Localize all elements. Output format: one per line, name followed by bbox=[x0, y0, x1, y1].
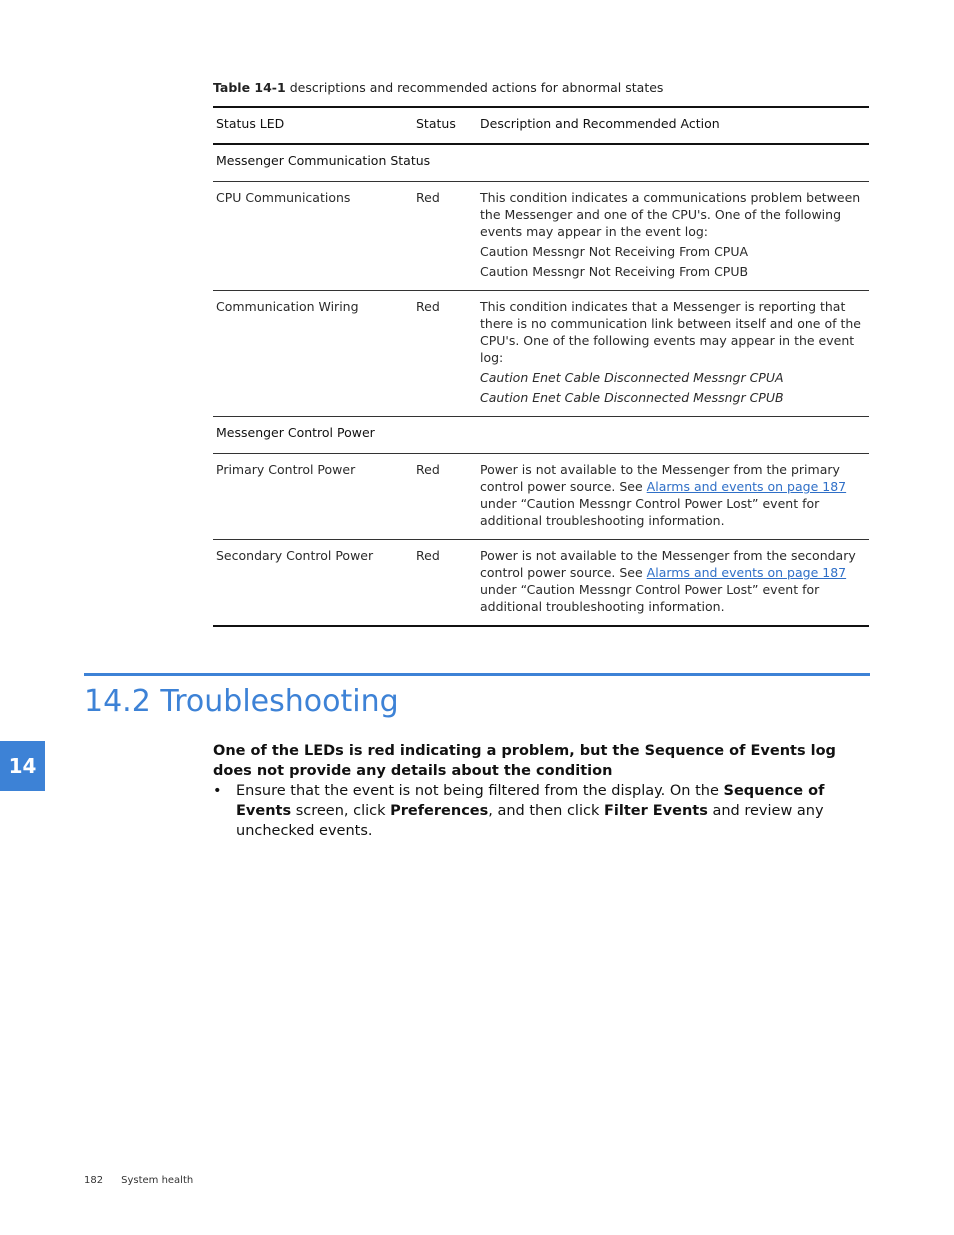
alarms-events-link[interactable]: Alarms and events on page 187 bbox=[646, 479, 847, 494]
description-text: This condition indicates a communications problem between the Messenger and one of the CPU's. One of the following events may appear in the event log: bbox=[480, 190, 861, 239]
cell-status: Red bbox=[413, 182, 477, 291]
description-text: Power is not available to the Messenger from the primary control power source. See bbox=[480, 462, 840, 494]
alarms-events-link[interactable]: Alarms and events on page 187 bbox=[646, 565, 847, 580]
section-rule bbox=[84, 673, 870, 676]
table-caption bbox=[213, 80, 663, 95]
page-footer bbox=[84, 1175, 211, 1186]
table-caption-text: descriptions and recommended actions for abnormal states bbox=[289, 80, 664, 95]
cell-led: CPU Communications bbox=[213, 182, 413, 291]
event-item: Caution Messngr Not Receiving From CPUA bbox=[480, 244, 749, 259]
abnormal-states-table bbox=[213, 106, 869, 627]
table-row bbox=[213, 291, 869, 417]
event-item: Caution Enet Cable Disconnected Messngr CPUB bbox=[480, 390, 784, 405]
cell-description bbox=[477, 182, 869, 291]
description-text: This condition indicates that a Messenger is reporting that there is no communication link between itself and one of the CPU's. One of the following events may appear in the event log: bbox=[480, 299, 861, 365]
bullet-text-part: screen, click bbox=[295, 803, 386, 819]
table-row bbox=[213, 454, 869, 540]
table-row bbox=[213, 182, 869, 291]
bullet-bold-term: Preferences bbox=[390, 803, 489, 819]
cell-description bbox=[477, 454, 869, 540]
bullet-text-part: Ensure that the event is not being filtered from the display. On the bbox=[236, 783, 719, 799]
event-item: Caution Messngr Not Receiving From CPUB bbox=[480, 264, 749, 279]
section-row-communication bbox=[213, 144, 869, 182]
header-status-led: Status LED bbox=[213, 107, 413, 144]
bullet-text-part: , and then click bbox=[488, 803, 600, 819]
issue-heading: One of the LEDs is red indicating a problem, but the Sequence of Events log does not provide any details about the condition bbox=[213, 743, 836, 779]
cell-description bbox=[477, 291, 869, 417]
cell-led: Secondary Control Power bbox=[213, 540, 413, 627]
cell-status: Red bbox=[413, 540, 477, 627]
bullet-bold-term: Filter Events bbox=[603, 803, 708, 819]
bullet-icon: • bbox=[213, 783, 222, 799]
section-row-control-power bbox=[213, 417, 869, 454]
cell-status: Red bbox=[413, 291, 477, 417]
description-text: under “Caution Messngr Control Power Lost” event for additional troubleshooting information. bbox=[480, 496, 820, 528]
event-item: Caution Enet Cable Disconnected Messngr CPUA bbox=[480, 370, 784, 385]
table-row bbox=[213, 540, 869, 627]
bullet-text-part: and review any unchecked events. bbox=[236, 803, 824, 839]
cell-led: Primary Control Power bbox=[213, 454, 413, 540]
table-header-row bbox=[213, 107, 869, 144]
section-heading: 14.2 Troubleshooting bbox=[84, 684, 399, 719]
cell-description bbox=[477, 540, 869, 627]
cell-led: Communication Wiring bbox=[213, 291, 413, 417]
section-title: Messenger Control Power bbox=[213, 417, 869, 454]
description-text: Power is not available to the Messenger from the secondary control power source. See bbox=[480, 548, 856, 580]
page-number: 182 bbox=[84, 1175, 104, 1186]
description-text: under “Caution Messngr Control Power Lost” event for additional troubleshooting information. bbox=[480, 582, 820, 614]
table-caption-label: Table 14-1 bbox=[213, 80, 286, 95]
footer-title: System health bbox=[121, 1175, 194, 1186]
header-description: Description and Recommended Action bbox=[477, 107, 869, 144]
cell-status: Red bbox=[413, 454, 477, 540]
list-item bbox=[213, 781, 873, 841]
bullet-bold-term: Sequence of Events bbox=[236, 783, 825, 819]
header-status: Status bbox=[413, 107, 477, 144]
chapter-tab: 14 bbox=[0, 741, 45, 791]
bullet-text bbox=[236, 781, 873, 841]
section-title: Messenger Communication Status bbox=[213, 144, 869, 182]
